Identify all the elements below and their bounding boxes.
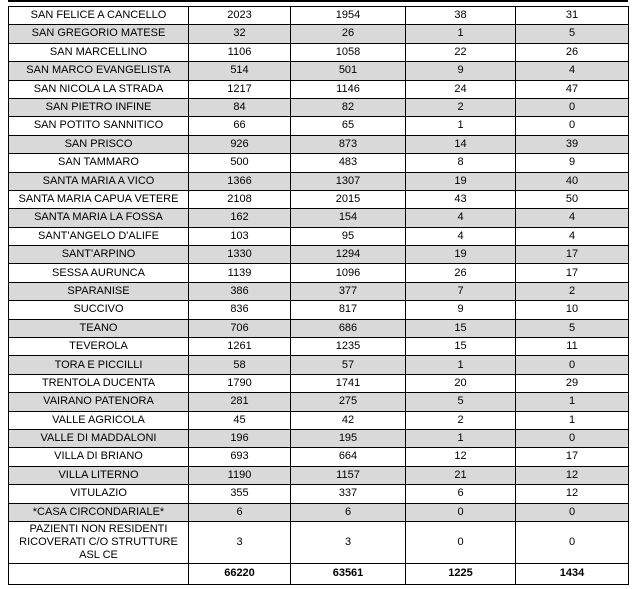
table-row (9, 301, 629, 319)
table-row (9, 319, 629, 337)
municipality-cell: SAN PIETRO INFINE (9, 98, 189, 116)
value-cell: 47 (516, 80, 629, 98)
municipality-cell: SANT'ANGELO D'ALIFE (9, 227, 189, 245)
table-row (9, 503, 629, 521)
municipality-cell: SANTA MARIA A VICO (9, 172, 189, 190)
table-top-edge (8, 0, 628, 2)
municipality-cell: VALLE AGRICOLA (9, 411, 189, 429)
totals-value-cell: 1434 (516, 563, 629, 584)
value-cell: 1307 (291, 172, 406, 190)
value-cell: 275 (291, 393, 406, 411)
value-cell: 501 (291, 62, 406, 80)
value-cell: 664 (291, 448, 406, 466)
value-cell: 17 (516, 264, 629, 282)
value-cell: 15 (406, 338, 516, 356)
value-cell: 26 (291, 25, 406, 43)
value-cell: 1139 (189, 264, 291, 282)
table-row (9, 264, 629, 282)
municipality-cell: SAN FELICE A CANCELLO (9, 7, 189, 25)
value-cell: 1 (406, 117, 516, 135)
value-cell: 1741 (291, 374, 406, 392)
municipality-cell: TRENTOLA DUCENTA (9, 374, 189, 392)
value-cell: 0 (516, 98, 629, 116)
table-row (9, 80, 629, 98)
table-row (9, 43, 629, 61)
table-row (9, 338, 629, 356)
value-cell: 1954 (291, 7, 406, 25)
totals-label-cell (9, 563, 189, 584)
table-row (9, 209, 629, 227)
value-cell: 483 (291, 154, 406, 172)
value-cell: 926 (189, 135, 291, 153)
value-cell: 103 (189, 227, 291, 245)
table-row (9, 448, 629, 466)
value-cell: 1 (406, 25, 516, 43)
value-cell: 57 (291, 356, 406, 374)
value-cell: 3 (291, 521, 406, 563)
table-row (9, 521, 629, 563)
value-cell: 82 (291, 98, 406, 116)
value-cell: 6 (406, 485, 516, 503)
municipality-cell: TEANO (9, 319, 189, 337)
value-cell: 1190 (189, 466, 291, 484)
value-cell: 0 (406, 521, 516, 563)
value-cell: 40 (516, 172, 629, 190)
value-cell: 11 (516, 338, 629, 356)
value-cell: 65 (291, 117, 406, 135)
value-cell: 1096 (291, 264, 406, 282)
value-cell: 4 (406, 209, 516, 227)
value-cell: 10 (516, 301, 629, 319)
value-cell: 12 (406, 448, 516, 466)
value-cell: 32 (189, 25, 291, 43)
table-row (9, 356, 629, 374)
table-row (9, 7, 629, 25)
totals-value-cell: 1225 (406, 563, 516, 584)
value-cell: 58 (189, 356, 291, 374)
table-row (9, 25, 629, 43)
value-cell: 2 (406, 411, 516, 429)
municipality-cell: VALLE DI MADDALONI (9, 429, 189, 447)
table-row (9, 98, 629, 116)
value-cell: 693 (189, 448, 291, 466)
value-cell: 84 (189, 98, 291, 116)
municipality-cell: SAN MARCO EVANGELISTA (9, 62, 189, 80)
municipality-cell: VILLA LITERNO (9, 466, 189, 484)
municipality-cell: SANTA MARIA LA FOSSA (9, 209, 189, 227)
value-cell: 281 (189, 393, 291, 411)
value-cell: 514 (189, 62, 291, 80)
value-cell: 17 (516, 448, 629, 466)
value-cell: 50 (516, 190, 629, 208)
value-cell: 873 (291, 135, 406, 153)
value-cell: 1106 (189, 43, 291, 61)
value-cell: 0 (516, 429, 629, 447)
value-cell: 43 (406, 190, 516, 208)
value-cell: 6 (189, 503, 291, 521)
value-cell: 24 (406, 80, 516, 98)
municipality-cell: SANT'ARPINO (9, 246, 189, 264)
value-cell: 9 (406, 301, 516, 319)
value-cell: 2 (516, 282, 629, 300)
value-cell: 162 (189, 209, 291, 227)
municipality-cell: SUCCIVO (9, 301, 189, 319)
value-cell: 386 (189, 282, 291, 300)
value-cell: 19 (406, 172, 516, 190)
table-row (9, 282, 629, 300)
value-cell: 4 (516, 209, 629, 227)
totals-row (9, 563, 629, 584)
value-cell: 9 (516, 154, 629, 172)
value-cell: 5 (406, 393, 516, 411)
value-cell: 19 (406, 246, 516, 264)
municipality-cell: SAN PRISCO (9, 135, 189, 153)
value-cell: 1235 (291, 338, 406, 356)
municipality-cell: VITULAZIO (9, 485, 189, 503)
table-row (9, 466, 629, 484)
table-row (9, 411, 629, 429)
value-cell: 39 (516, 135, 629, 153)
municipality-cell: SAN MARCELLINO (9, 43, 189, 61)
value-cell: 12 (516, 485, 629, 503)
value-cell: 1261 (189, 338, 291, 356)
table-row (9, 62, 629, 80)
table-row (9, 374, 629, 392)
value-cell: 45 (189, 411, 291, 429)
value-cell: 2108 (189, 190, 291, 208)
table-row (9, 393, 629, 411)
value-cell: 355 (189, 485, 291, 503)
value-cell: 4 (406, 227, 516, 245)
value-cell: 6 (291, 503, 406, 521)
value-cell: 9 (406, 62, 516, 80)
value-cell: 1 (516, 393, 629, 411)
value-cell: 3 (189, 521, 291, 563)
value-cell: 31 (516, 7, 629, 25)
municipality-cell: PAZIENTI NON RESIDENTI RICOVERATI C/O STRUTTURE ASL CE (9, 521, 189, 563)
value-cell: 1 (406, 356, 516, 374)
municipality-cell: TEVEROLA (9, 338, 189, 356)
value-cell: 817 (291, 301, 406, 319)
value-cell: 0 (516, 117, 629, 135)
table-row (9, 135, 629, 153)
value-cell: 836 (189, 301, 291, 319)
value-cell: 500 (189, 154, 291, 172)
table-row (9, 227, 629, 245)
totals-value-cell: 66220 (189, 563, 291, 584)
table-row (9, 117, 629, 135)
value-cell: 2 (406, 98, 516, 116)
value-cell: 2015 (291, 190, 406, 208)
municipality-cell: VAIRANO PATENORA (9, 393, 189, 411)
value-cell: 1790 (189, 374, 291, 392)
value-cell: 15 (406, 319, 516, 337)
report-table-body (9, 7, 629, 585)
value-cell: 1 (406, 429, 516, 447)
value-cell: 26 (516, 43, 629, 61)
value-cell: 14 (406, 135, 516, 153)
value-cell: 5 (516, 319, 629, 337)
municipality-data-table (8, 6, 629, 585)
value-cell: 0 (516, 503, 629, 521)
value-cell: 195 (291, 429, 406, 447)
value-cell: 8 (406, 154, 516, 172)
table-row (9, 190, 629, 208)
value-cell: 337 (291, 485, 406, 503)
value-cell: 1366 (189, 172, 291, 190)
value-cell: 1157 (291, 466, 406, 484)
value-cell: 12 (516, 466, 629, 484)
municipality-cell: SAN NICOLA LA STRADA (9, 80, 189, 98)
value-cell: 22 (406, 43, 516, 61)
value-cell: 5 (516, 25, 629, 43)
table-row (9, 485, 629, 503)
value-cell: 17 (516, 246, 629, 264)
value-cell: 0 (516, 521, 629, 563)
value-cell: 1294 (291, 246, 406, 264)
value-cell: 4 (516, 227, 629, 245)
municipality-cell: *CASA CIRCONDARIALE* (9, 503, 189, 521)
value-cell: 29 (516, 374, 629, 392)
municipality-cell: TORA E PICCILLI (9, 356, 189, 374)
municipality-cell: SAN POTITO SANNITICO (9, 117, 189, 135)
table-row (9, 154, 629, 172)
value-cell: 1058 (291, 43, 406, 61)
value-cell: 706 (189, 319, 291, 337)
table-row (9, 246, 629, 264)
value-cell: 1330 (189, 246, 291, 264)
totals-value-cell: 63561 (291, 563, 406, 584)
value-cell: 1 (516, 411, 629, 429)
municipality-cell: SANTA MARIA CAPUA VETERE (9, 190, 189, 208)
value-cell: 7 (406, 282, 516, 300)
value-cell: 196 (189, 429, 291, 447)
municipality-cell: VILLA DI BRIANO (9, 448, 189, 466)
value-cell: 1146 (291, 80, 406, 98)
value-cell: 377 (291, 282, 406, 300)
value-cell: 1217 (189, 80, 291, 98)
value-cell: 0 (406, 503, 516, 521)
value-cell: 686 (291, 319, 406, 337)
value-cell: 95 (291, 227, 406, 245)
municipality-cell: SPARANISE (9, 282, 189, 300)
value-cell: 21 (406, 466, 516, 484)
value-cell: 2023 (189, 7, 291, 25)
value-cell: 0 (516, 356, 629, 374)
value-cell: 38 (406, 7, 516, 25)
value-cell: 4 (516, 62, 629, 80)
table-row (9, 429, 629, 447)
value-cell: 154 (291, 209, 406, 227)
municipality-cell: SESSA AURUNCA (9, 264, 189, 282)
value-cell: 66 (189, 117, 291, 135)
value-cell: 20 (406, 374, 516, 392)
value-cell: 26 (406, 264, 516, 282)
table-row (9, 172, 629, 190)
municipality-cell: SAN TAMMARO (9, 154, 189, 172)
municipality-cell: SAN GREGORIO MATESE (9, 25, 189, 43)
value-cell: 42 (291, 411, 406, 429)
